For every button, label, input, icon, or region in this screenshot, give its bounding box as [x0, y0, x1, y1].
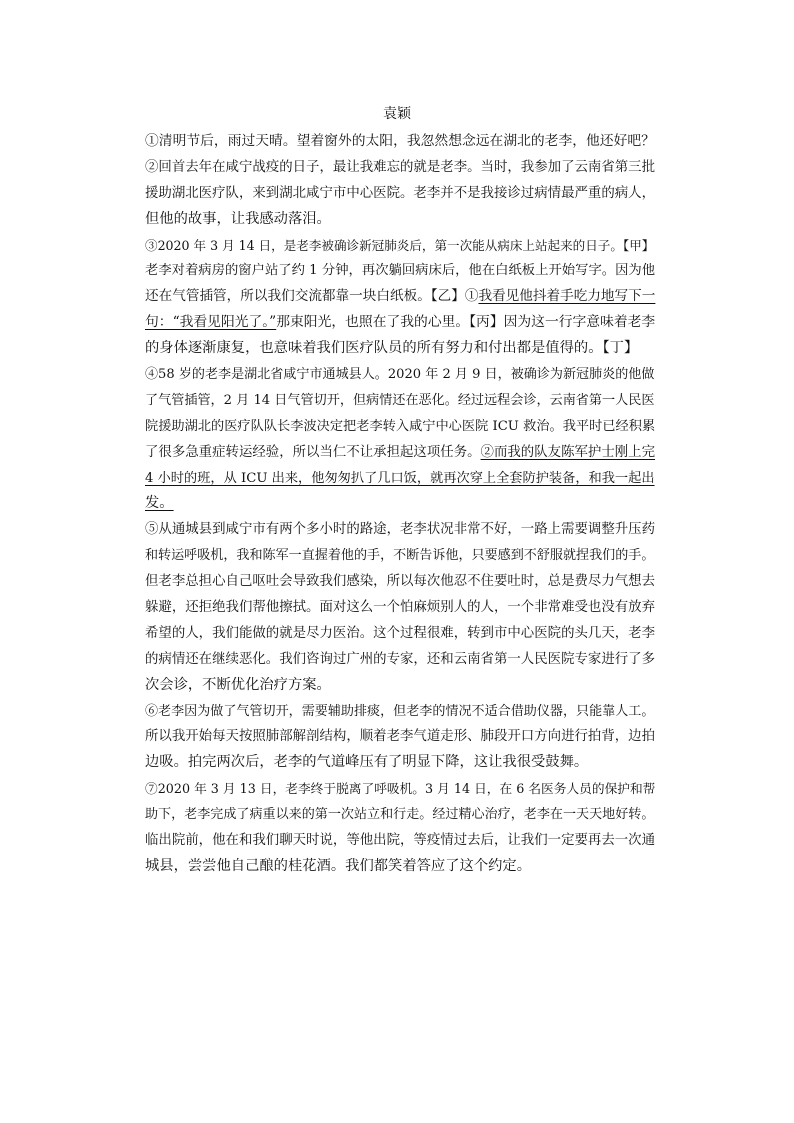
para-6-line-3: 边吸。拍完两次后，老李的气道峰压有了明显下降，这让我很受鼓舞。 — [145, 754, 589, 771]
underlined-sentence-1b: 句：“我看见阳光了。” — [145, 314, 277, 331]
para-3-line-4-text: 那束阳光，也照在了我的心里。【丙】因为这一行字意味着老李 — [276, 314, 656, 331]
para-7-line-4: 城县，尝尝他自己酿的桂花酒。我们都笑着答应了这个约定。 — [145, 857, 532, 874]
para-2-line-3: 但他的故事，让我感动落泪。 — [145, 210, 331, 227]
para-7-line-3: 临出院前，他在和我们聊天时说，等他出院，等疫情过去后，让我们一定要再去一次通 — [145, 833, 656, 849]
para-5-line-1: ⑤从通城县到咸宁市有两个多小时的路途，老李状况非常不好，一路上需要调整升压药 — [145, 522, 656, 538]
para-3-line-3-text: 还在气管插管，所以我们交流都靠一块白纸板。【乙】① — [145, 288, 479, 305]
para-4-line-3: 院援助湖北的医疗队队长李波决定把老李转入咸宁中心医院 ICU 救治。我平时已经积累 — [145, 418, 656, 434]
para-5-line-7: 次会诊，不断优化治疗方案。 — [145, 676, 331, 693]
para-4-line-1: ④58 岁的老李是湖北省咸宁市通城县人。2020 年 2 月 9 日，被确诊为新冠肺炎的他做 — [145, 367, 655, 383]
underlined-sentence-1a: 我看见他抖着手吃力地写下一 — [478, 288, 656, 305]
para-3-line-2: 老李对着病房的窗户站了约 1 分钟，再次躺回病床后，他在白纸板上开始写字。因为他 — [145, 263, 656, 279]
author-name: 袁颖 — [383, 106, 411, 122]
para-4-line-4 — [145, 440, 655, 466]
para-5-line-6: 的病情还在继续恶化。我们咨询过广州的专家，还和云南省第一人民医院专家进行了多 — [145, 651, 656, 667]
para-6-line-2: 所以我开始每天按照肺部解剖结构，顺着老李气道走形、肺段开口方向进行拍背，边拍 — [145, 729, 656, 745]
para-6-line-1: ⑥老李因为做了气管切开，需要辅助排痰，但老李的情况不适合借助仪器，只能靠人工。 — [145, 703, 655, 719]
underlined-sentence-2a: ②而我的队友陈军护士刚上完 — [480, 444, 656, 460]
para-3-line-1: ③2020 年 3 月 14 日，是老李被确诊新冠肺炎后，第一次能从病床上站起来的日子。【甲】 — [145, 237, 655, 253]
underlined-sentence-2b: 4 小时的班，从 ICU 出来，他匆匆扒了几口饭，就再次穿上全套防护装备，和我一起出 — [145, 470, 655, 486]
para-7-line-2: 助下，老李完成了病重以来的第一次站立和行走。经过精心治疗，老李在一天天地好转。 — [145, 807, 655, 823]
underlined-sentence-2c: 发。 — [145, 495, 174, 512]
para-5-line-4: 躲避，还拒绝我们帮他擦拭。面对这么一个怕麻烦别人的人，一个非常难受也没有放弃 — [145, 600, 656, 616]
para-5-line-5: 希望的人，我们能做的就是尽力医治。这个过程很难，转到市中心医院的头几天，老李 — [145, 625, 656, 641]
para-5-line-2: 和转运呼吸机，我和陈军一直握着他的手，不断告诉他，只要感到不舒服就捏我们的手。 — [145, 548, 655, 564]
para-4-line-6 — [145, 491, 655, 517]
para-3-line-3 — [145, 284, 655, 310]
para-3-line-4 — [145, 310, 655, 336]
para-4-line-5 — [145, 466, 655, 492]
para-1-line-1: ①清明节后，雨过天晴。望着窗外的太阳，我忽然想念远在湖北的老李，他还好吧？ — [145, 133, 655, 149]
para-4-line-4-text: 了很多急重症转运经验，所以当仁不让承担起这项任务。 — [145, 444, 481, 460]
para-4-line-2: 了气管插管，2 月 14 日气管切开，但病情还在恶化。经过远程会诊，云南省第一人民医 — [145, 392, 655, 408]
para-2-line-2: 援助湖北医疗队，来到湖北咸宁市中心医院。老李并不是我接诊过病情最严重的病人， — [145, 185, 656, 201]
para-5-line-3: 但老李总担心自己呕吐会导致我们感染，所以每次他忍不住要吐时，总是费尽力气想去 — [145, 574, 656, 590]
para-2-line-1: ②回首去年在咸宁战疫的日子，最让我难忘的就是老李。当时，我参加了云南省第三批 — [145, 159, 656, 175]
para-3-line-5: 的身体逐渐康复，也意味着我们医疗队员的所有努力和付出都是值得的。【丁】 — [145, 340, 639, 357]
para-7-line-1: ⑦2020 年 3 月 13 日，老李终于脱离了呼吸机。3 月 14 日，在 6 名医务人员的保护和帮 — [145, 781, 656, 797]
article-body — [145, 129, 655, 880]
